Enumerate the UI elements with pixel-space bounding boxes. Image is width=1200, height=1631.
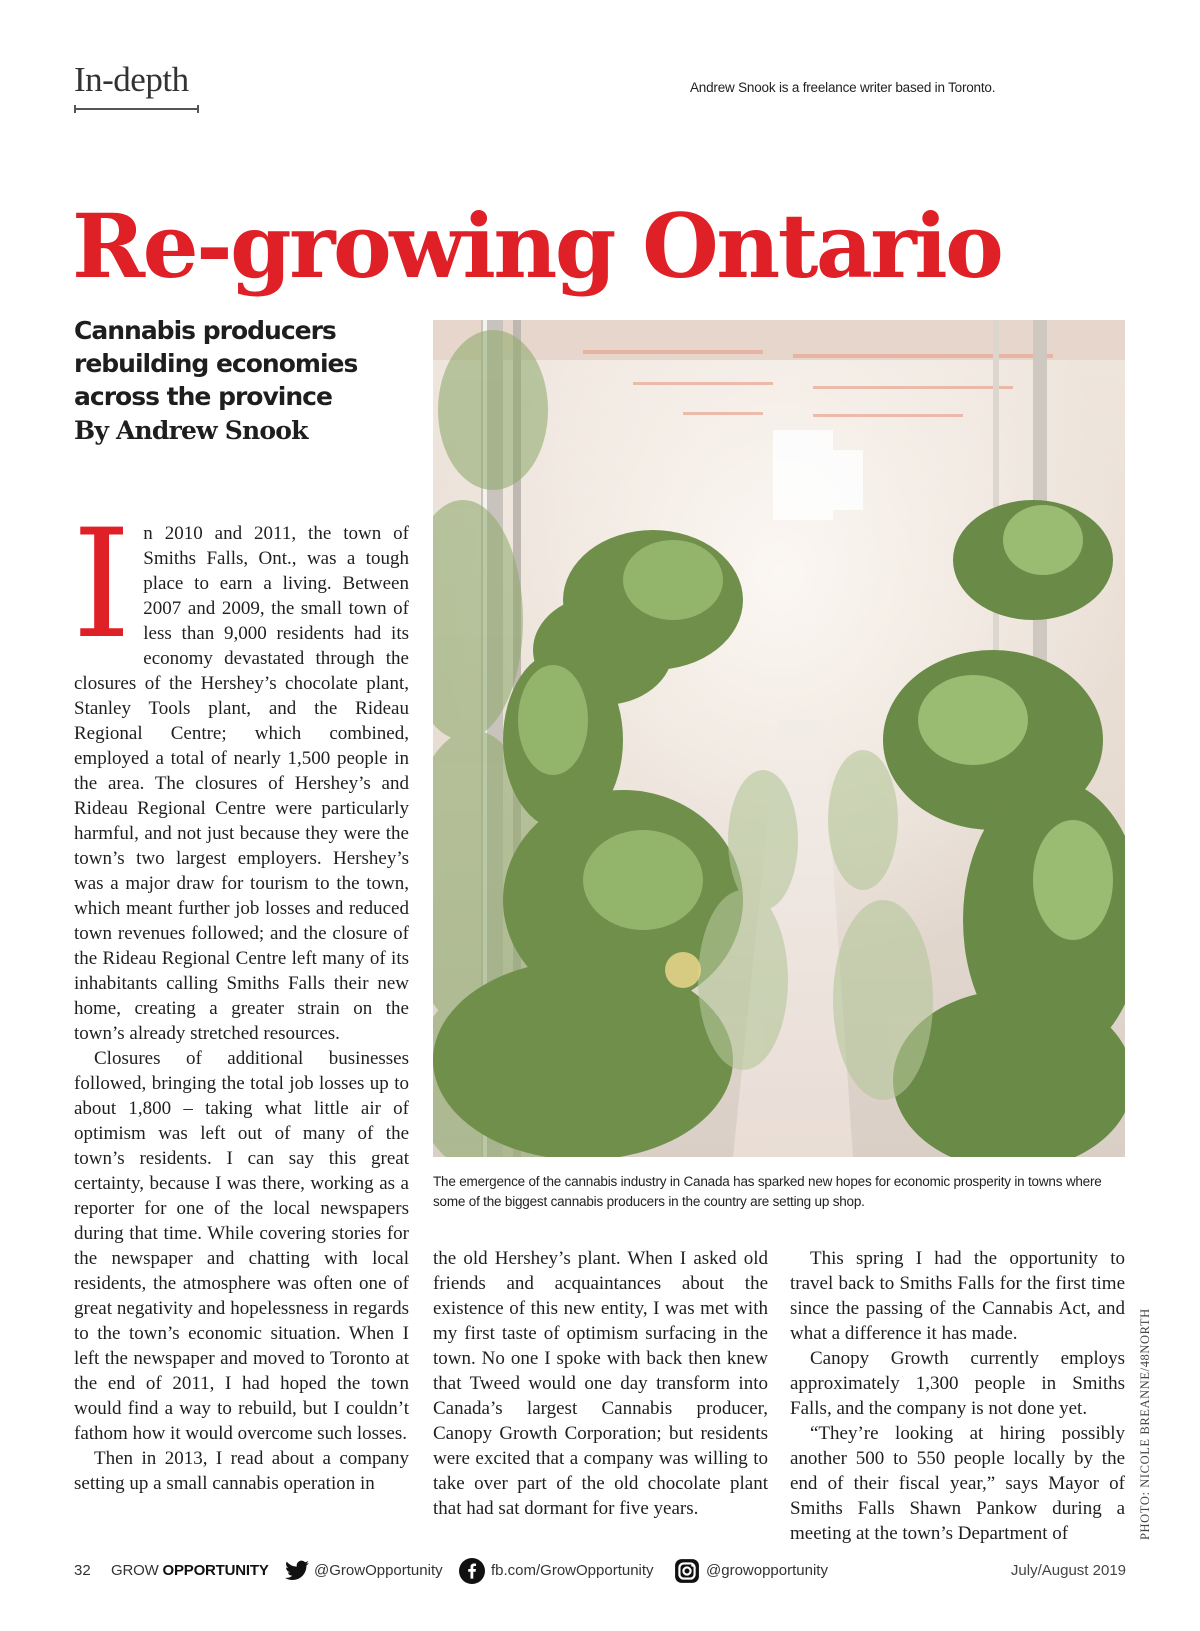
paragraph: Canopy Growth currently employs approximately 1,300 people in Smiths Falls, and the company is not done yet. bbox=[790, 1348, 1125, 1419]
paragraph: n 2010 and 2011, the town of Smiths Falls, Ont., was a tough place to earn a living. Between 2007 and 2009, the small town of less than 9,000 residents had its economy devastated through the closures of the Hershey’s chocolate plant, Stanley Tools plant, and the Rideau Regional Centre; which combined, employed a total of nearly 1,500 people in the area. The closures of Hershey’s and Rideau Regional Centre were particularly harmful, and not just because they were the town’s two largest employers. Hershey’s was a major draw for tourism to the town, which meant further job losses and reduced town revenues followed; and the closure of the Rideau Regional Centre left many of its inhabitants calling Smiths Falls their new home, creating a greater strain on the town’s already stretched resources. bbox=[74, 523, 409, 1044]
issue-date: July/August 2019 bbox=[1010, 1562, 1126, 1579]
photo-credit: PHOTO: NICOLE BREANNE/48NORTH bbox=[1138, 1308, 1152, 1540]
article-column-2 bbox=[433, 1246, 768, 1521]
pub-name-bold: OPPORTUNITY bbox=[162, 1562, 269, 1579]
paragraph: This spring I had the opportunity to travel back to Smiths Falls for the first time since the passing of the Cannabis Act, and what a difference it has made. bbox=[790, 1248, 1125, 1344]
author-note: Andrew Snook is a freelance writer based in Toronto. bbox=[690, 80, 996, 95]
facebook-link[interactable]: fb.com/GrowOpportunity bbox=[491, 1562, 654, 1579]
twitter-handle[interactable]: @GrowOpportunity bbox=[314, 1562, 443, 1579]
instagram-icon bbox=[674, 1558, 700, 1584]
cannabis-grow-room-photo bbox=[433, 320, 1125, 1157]
article-column-3 bbox=[790, 1246, 1125, 1546]
page-footer bbox=[74, 1556, 1126, 1586]
paragraph: Then in 2013, I read about a company setting up a small cannabis operation in bbox=[74, 1448, 409, 1494]
byline: By Andrew Snook bbox=[74, 416, 308, 445]
pub-name-light: GROW bbox=[111, 1562, 159, 1579]
dropcap: I bbox=[72, 498, 132, 672]
paragraph: “They’re looking at hiring possibly another 500 to 550 people locally by the end of their fiscal year,” says Mayor of Smiths Falls Shawn Pankow during a meeting at the town’s Department of bbox=[790, 1423, 1125, 1544]
section-label: In-depth bbox=[74, 60, 189, 99]
headline: Re-growing Ontario bbox=[72, 194, 1002, 298]
paragraph: the old Hershey’s plant. When I asked old friends and acquaintances about the existence of this new entity, I was met with my first taste of optimism surfacing in the town. No one I spoke with back then knew that Tweed would one day transform into Canada’s largest Cannabis producer, Canopy Growth Corporation; but residents were excited that a company was willing to take over part of the old chocolate plant that had sat dormant for five years. bbox=[433, 1248, 768, 1519]
facebook-icon bbox=[459, 1558, 485, 1584]
article-column-1 bbox=[72, 498, 409, 1496]
section-rule bbox=[74, 108, 199, 110]
twitter-icon bbox=[284, 1558, 310, 1584]
paragraph: Closures of additional businesses followed, bringing the total job losses up to about 1,800 – taking what little air of optimism was left out of many of the town’s residents. I can say this great certainty, because I was there, working as a reporter for one of the local newspapers during that time. While covering stories for the newspaper and chatting with local residents, the atmosphere was often one of great negativity and hopelessness in regards to the town’s economic situation. When I left the newspaper and moved to Toronto at the end of 2011, I had hoped the town would find a way to rebuild, but I couldn’t fathom how it would overcome such losses. bbox=[74, 1048, 409, 1444]
publication-name bbox=[111, 1562, 269, 1579]
instagram-handle[interactable]: @growopportunity bbox=[706, 1562, 828, 1579]
page-number: 32 bbox=[74, 1562, 91, 1579]
photo-caption: The emergence of the cannabis industry in Canada has sparked new hopes for economic prosperity in towns where some of the biggest cannabis producers in the country are setting up shop. bbox=[433, 1174, 1102, 1209]
deck: Cannabis producers rebuilding economies across the province bbox=[74, 316, 358, 411]
photo-illustration bbox=[433, 320, 1125, 1157]
